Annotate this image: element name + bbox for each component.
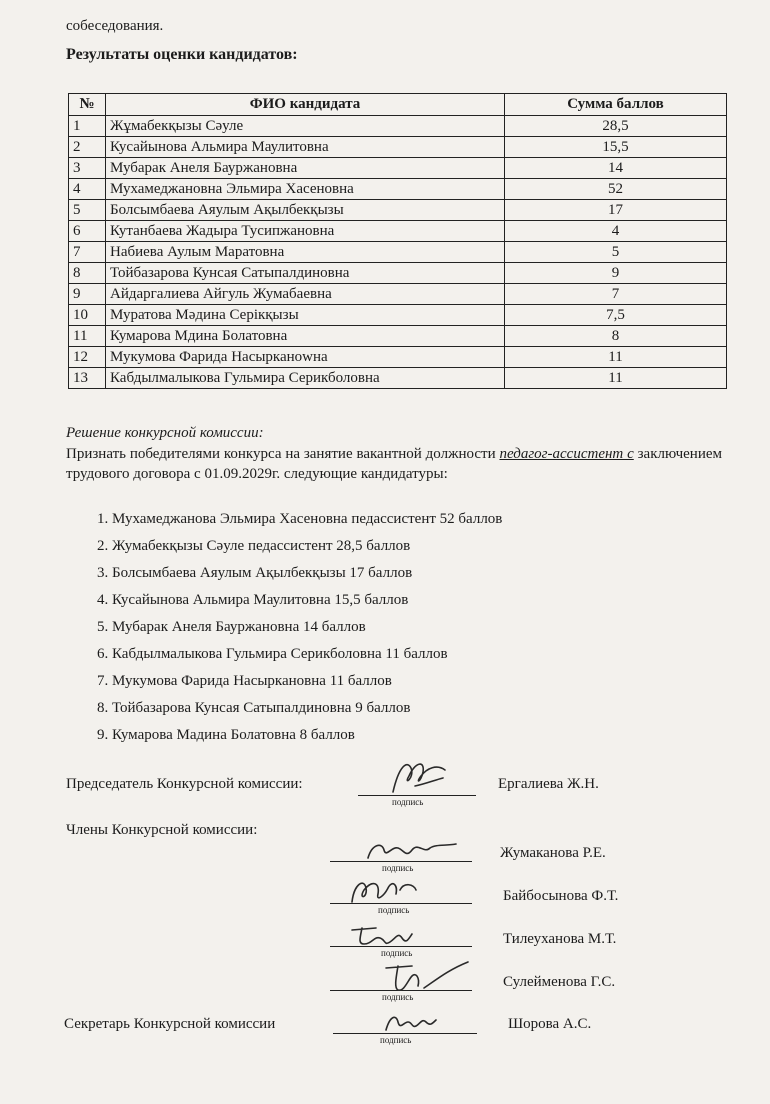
cell-number: 9 xyxy=(69,284,106,305)
cell-number: 7 xyxy=(69,242,106,263)
header-score: Сумма баллов xyxy=(505,94,727,116)
chair-signature-caption: подпись xyxy=(392,797,424,807)
cell-number: 13 xyxy=(69,368,106,389)
cell-name: Кабдылмалыкова Гульмира Серикболовна xyxy=(106,368,505,389)
table-row xyxy=(69,242,727,263)
results-table-body xyxy=(69,116,727,389)
member-signature-caption-2: подпись xyxy=(378,905,410,915)
member-name-4: Сулейменова Г.С. xyxy=(503,974,616,990)
cell-number: 3 xyxy=(69,158,106,179)
table-row xyxy=(69,116,727,137)
cell-number: 11 xyxy=(69,326,106,347)
cell-score: 52 xyxy=(505,179,727,200)
table-row xyxy=(69,284,727,305)
cell-number: 12 xyxy=(69,347,106,368)
results-heading: Результаты оценки кандидатов: xyxy=(66,46,298,63)
secretary-label: Секретарь Конкурсной комиссии xyxy=(64,1016,276,1032)
table-row xyxy=(69,368,727,389)
list-item: 9. Кумарова Мадина Болатовна 8 баллов xyxy=(112,722,502,749)
cell-name: Тойбазарова Кунсая Сатыпалдиновна xyxy=(106,263,505,284)
cell-score: 9 xyxy=(505,263,727,284)
decision-text xyxy=(66,444,722,484)
header-number: № xyxy=(69,94,106,116)
secretary-name: Шорова А.С. xyxy=(508,1016,592,1032)
list-item: 3. Болсымбаева Аяулым Ақылбекқызы 17 баллов xyxy=(112,560,502,587)
table-header-row xyxy=(69,94,727,116)
table-row xyxy=(69,179,727,200)
cell-score: 11 xyxy=(505,368,727,389)
members-label: Члены Конкурсной комиссии: xyxy=(66,822,258,838)
cell-name: Набиева Аулым Маратовна xyxy=(106,242,505,263)
table-row xyxy=(69,263,727,284)
member-name-1: Жумаканова Р.Е. xyxy=(500,845,606,861)
list-item: 8. Тойбазарова Кунсая Сатыпалдиновна 9 баллов xyxy=(112,695,502,722)
cell-number: 5 xyxy=(69,200,106,221)
cell-name: Кусайынова Альмира Маулитовна xyxy=(106,137,505,158)
cell-number: 8 xyxy=(69,263,106,284)
table-row xyxy=(69,137,727,158)
cell-score: 15,5 xyxy=(505,137,727,158)
member-signature-caption-3: подпись xyxy=(381,948,413,958)
member-name-2: Байбосынова Ф.Т. xyxy=(503,888,619,904)
secretary-signature-caption: подпись xyxy=(380,1035,412,1045)
cell-score: 5 xyxy=(505,242,727,263)
list-item: 6. Кабдылмалыкова Гульмира Серикболовна 11 баллов xyxy=(112,641,502,668)
list-item: 5. Мубарак Анеля Бауржановна 14 баллов xyxy=(112,614,502,641)
member-signature-caption-4: подпись xyxy=(382,992,414,1002)
member-signature-mark-3 xyxy=(346,918,416,952)
table-row xyxy=(69,326,727,347)
header-name: ФИО кандидата xyxy=(106,94,505,116)
cell-score: 11 xyxy=(505,347,727,368)
cell-name: Жұмабекқызы Сәуле xyxy=(106,116,505,137)
secretary-signature-mark xyxy=(380,1008,440,1036)
cell-score: 7 xyxy=(505,284,727,305)
cell-name: Кутанбаева Жадыра Тусипжановна xyxy=(106,221,505,242)
table-row xyxy=(69,200,727,221)
decision-text-part1: Признать победителями конкурса на занятие вакантной должности xyxy=(66,446,496,462)
cell-score: 17 xyxy=(505,200,727,221)
cell-number: 6 xyxy=(69,221,106,242)
list-item: 4. Кусайынова Альмира Маулитовна 15,5 баллов xyxy=(112,587,502,614)
list-item: 7. Мукумова Фарида Насыркановна 11 баллов xyxy=(112,668,502,695)
cell-number: 4 xyxy=(69,179,106,200)
table-row xyxy=(69,305,727,326)
member-name-3: Тилеуханова М.Т. xyxy=(503,931,617,947)
cell-name: Болсымбаева Аяулым Ақылбекқызы xyxy=(106,200,505,221)
cell-number: 2 xyxy=(69,137,106,158)
cell-score: 14 xyxy=(505,158,727,179)
decision-position: педагог-ассистент с xyxy=(499,446,634,462)
cell-name: Мухамеджановна Эльмира Хасеновна xyxy=(106,179,505,200)
intro-fragment: собеседования. xyxy=(66,18,164,34)
cell-name: Айдаргалиева Айгуль Жумабаевна xyxy=(106,284,505,305)
cell-name: Мукумова Фарида Насырканowна xyxy=(106,347,505,368)
decision-title: Решение конкурсной комиссии: xyxy=(66,425,264,441)
cell-name: Муратова Мәдина Серікқызы xyxy=(106,305,505,326)
cell-number: 1 xyxy=(69,116,106,137)
cell-score: 28,5 xyxy=(505,116,727,137)
cell-score: 7,5 xyxy=(505,305,727,326)
chair-signature-mark xyxy=(385,756,455,800)
list-item: 2. Жумабекқызы Сәуле педассистент 28,5 баллов xyxy=(112,533,502,560)
winners-list xyxy=(82,506,502,749)
decision-text-part2: заключением трудового договора с 01.09.2029г. следующие кандидатуры: xyxy=(66,446,723,482)
results-table xyxy=(68,93,727,389)
list-item: 1. Мухамеджанова Эльмира Хасеновна педассистент 52 баллов xyxy=(112,506,502,533)
chair-name: Ергалиева Ж.Н. xyxy=(498,776,599,792)
table-row xyxy=(69,347,727,368)
cell-score: 8 xyxy=(505,326,727,347)
member-signature-caption-1: подпись xyxy=(382,863,414,873)
table-row xyxy=(69,158,727,179)
cell-name: Мубарак Анеля Бауржановна xyxy=(106,158,505,179)
cell-number: 10 xyxy=(69,305,106,326)
chair-label: Председатель Конкурсной комиссии: xyxy=(66,776,303,792)
cell-score: 4 xyxy=(505,221,727,242)
table-row xyxy=(69,221,727,242)
cell-name: Кумарова Мдина Болатовна xyxy=(106,326,505,347)
